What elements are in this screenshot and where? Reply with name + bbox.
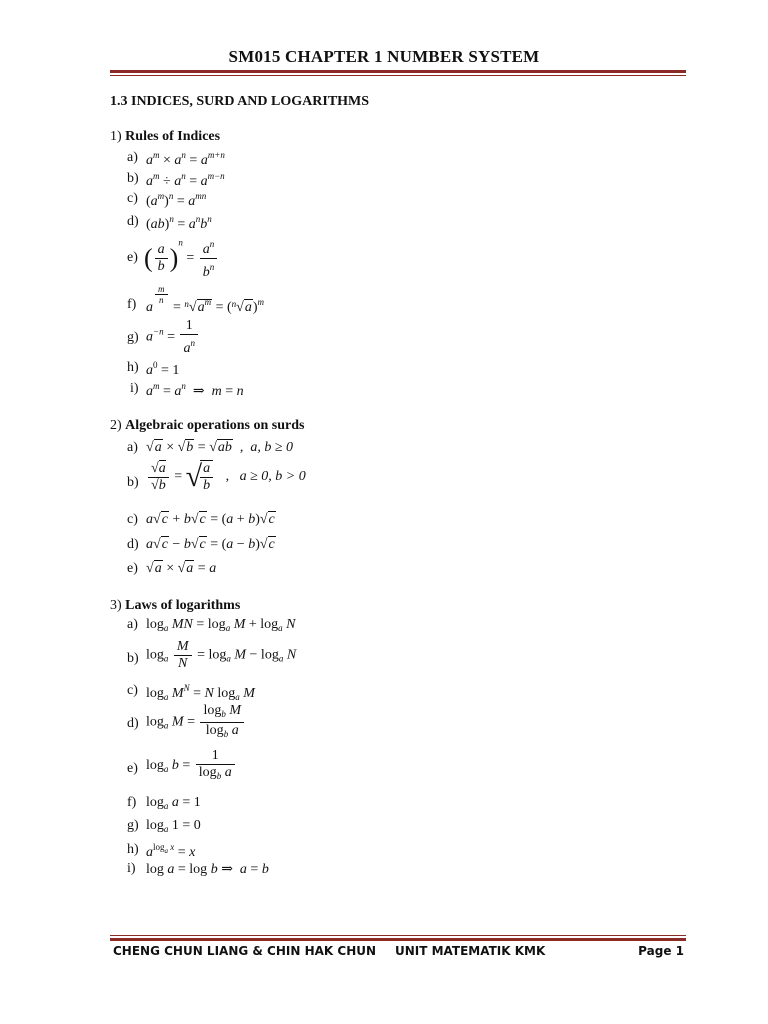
page-title: SM015 CHAPTER 1 NUMBER SYSTEM xyxy=(228,47,540,66)
log-one-formula: $\log_a 1 = 0$ xyxy=(146,818,201,834)
part2-label-d: d) xyxy=(127,537,139,552)
index-quotient-formula: $a^m \div a^n = a^{m-n}$ xyxy=(146,171,225,189)
log-base-formula: $\log_a a = 1$ xyxy=(146,795,201,811)
footer-page-number: Page 1 xyxy=(638,944,684,958)
part1-label-f: f) xyxy=(127,297,137,312)
part2-heading xyxy=(110,418,304,434)
surd-square-formula: √a × √a = a xyxy=(146,561,217,576)
log-inverse-formula: $a^{log_a x} = x$ xyxy=(146,842,196,860)
index-fraction-power-formula: ( $\frac{a}{b}$ )$^n$ = $\frac{a^n}{b^n}$ xyxy=(144,236,219,281)
log-equality-formula: log a = log b ⇒ a = b xyxy=(146,862,269,877)
log-power-formula: $\log_a M^N = N$ $\log_a M$ xyxy=(146,683,255,702)
header-rule-thin xyxy=(110,75,686,76)
footer-authors: CHENG CHUN LIANG & CHIN HAK CHUN xyxy=(113,944,377,958)
index-power-formula: $(a^m)^n = a^{mn}$ xyxy=(146,191,207,209)
log-reciprocal-formula: $\log_a b$ = $\frac{1}{\log_b a}$ xyxy=(146,748,237,784)
footer-rule-thin xyxy=(110,935,686,936)
part1-label-i: i) xyxy=(130,381,139,396)
part2-label-b: b) xyxy=(127,475,139,490)
part3-label-d: d) xyxy=(127,716,139,731)
part2-number: 2) xyxy=(110,418,122,433)
surd-product-formula: √a × √b = √ab , a, b ≥ 0 xyxy=(146,440,294,455)
header-rule xyxy=(110,70,686,73)
part1-label-a: a) xyxy=(127,150,138,165)
index-product-formula: $a^m \times a^n = a^{m+n}$ xyxy=(146,150,225,168)
part1-heading xyxy=(110,129,220,145)
part3-heading-text: Laws of logarithms xyxy=(125,598,241,613)
part1-label-e: e) xyxy=(127,250,138,265)
part3-label-a: a) xyxy=(127,617,138,632)
part3-number: 3) xyxy=(110,598,122,613)
part1-label-g: g) xyxy=(127,330,139,345)
part1-label-b: b) xyxy=(127,171,139,186)
index-zero-formula: $a^0 = 1$ xyxy=(146,360,180,378)
section-title: 1.3 INDICES, SURD AND LOGARITHMS xyxy=(110,94,370,109)
surd-condition-b: a ≥ 0, b > 0 xyxy=(239,469,306,485)
part1-label-d: d) xyxy=(127,214,139,229)
part3-label-h: h) xyxy=(127,842,139,857)
surd-quotient-formula: $\frac{√a}{√b}$ = √ $\frac{a}{b}$ , a ≥ 0, b > 0 xyxy=(146,460,306,494)
part2-label-c: c) xyxy=(127,512,138,527)
part1-label-c: c) xyxy=(127,191,138,206)
part3-heading xyxy=(110,598,240,614)
footer-rule xyxy=(110,938,686,941)
part3-label-i: i) xyxy=(127,861,136,876)
index-equality-formula: $a^m = a^n$ ⇒ m = n xyxy=(146,381,244,399)
log-product-formula: $\log_a$ MN = $\log_a M + \log_a N$ xyxy=(146,617,296,633)
part2-label-a: a) xyxy=(127,440,138,455)
part1-number: 1) xyxy=(110,129,122,144)
part2-heading-text: Algebraic operations on surds xyxy=(125,418,305,433)
part3-label-e: e) xyxy=(127,761,138,776)
part3-label-c: c) xyxy=(127,683,138,698)
index-negative-formula: $a^{-n}$ = $\frac{1}{a^n}$ xyxy=(146,318,200,357)
part3-label-b: b) xyxy=(127,651,139,666)
surd-subtraction-formula: a√c − b√c = (a − b)√c xyxy=(146,537,275,552)
log-quotient-formula: $\log_a$ $\frac{M}{N}$ = $\log_a M - \log_a N$ xyxy=(146,639,297,671)
part1-label-h: h) xyxy=(127,360,139,375)
part1-heading-text: Rules of Indices xyxy=(125,129,221,144)
surd-addition-formula: a√c + b√c = (a + b)√c xyxy=(146,512,275,527)
part3-label-g: g) xyxy=(127,818,139,833)
part2-label-e: e) xyxy=(127,561,138,576)
surd-condition-a: a, b ≥ 0 xyxy=(250,440,294,455)
footer-unit: UNIT MATEMATIK KMK xyxy=(395,944,546,958)
index-fractional-formula: a $\frac{m}{n}$ = $^n√a^m = (^n√a)^m$ xyxy=(146,284,265,315)
part3-label-f: f) xyxy=(127,795,137,810)
index-product-power-formula: $(ab)^n = a^nb^n$ xyxy=(146,214,212,232)
log-change-base-formula: $\log_a M$ = $\frac{\log_b M}{\log_b a}$ xyxy=(146,703,246,742)
